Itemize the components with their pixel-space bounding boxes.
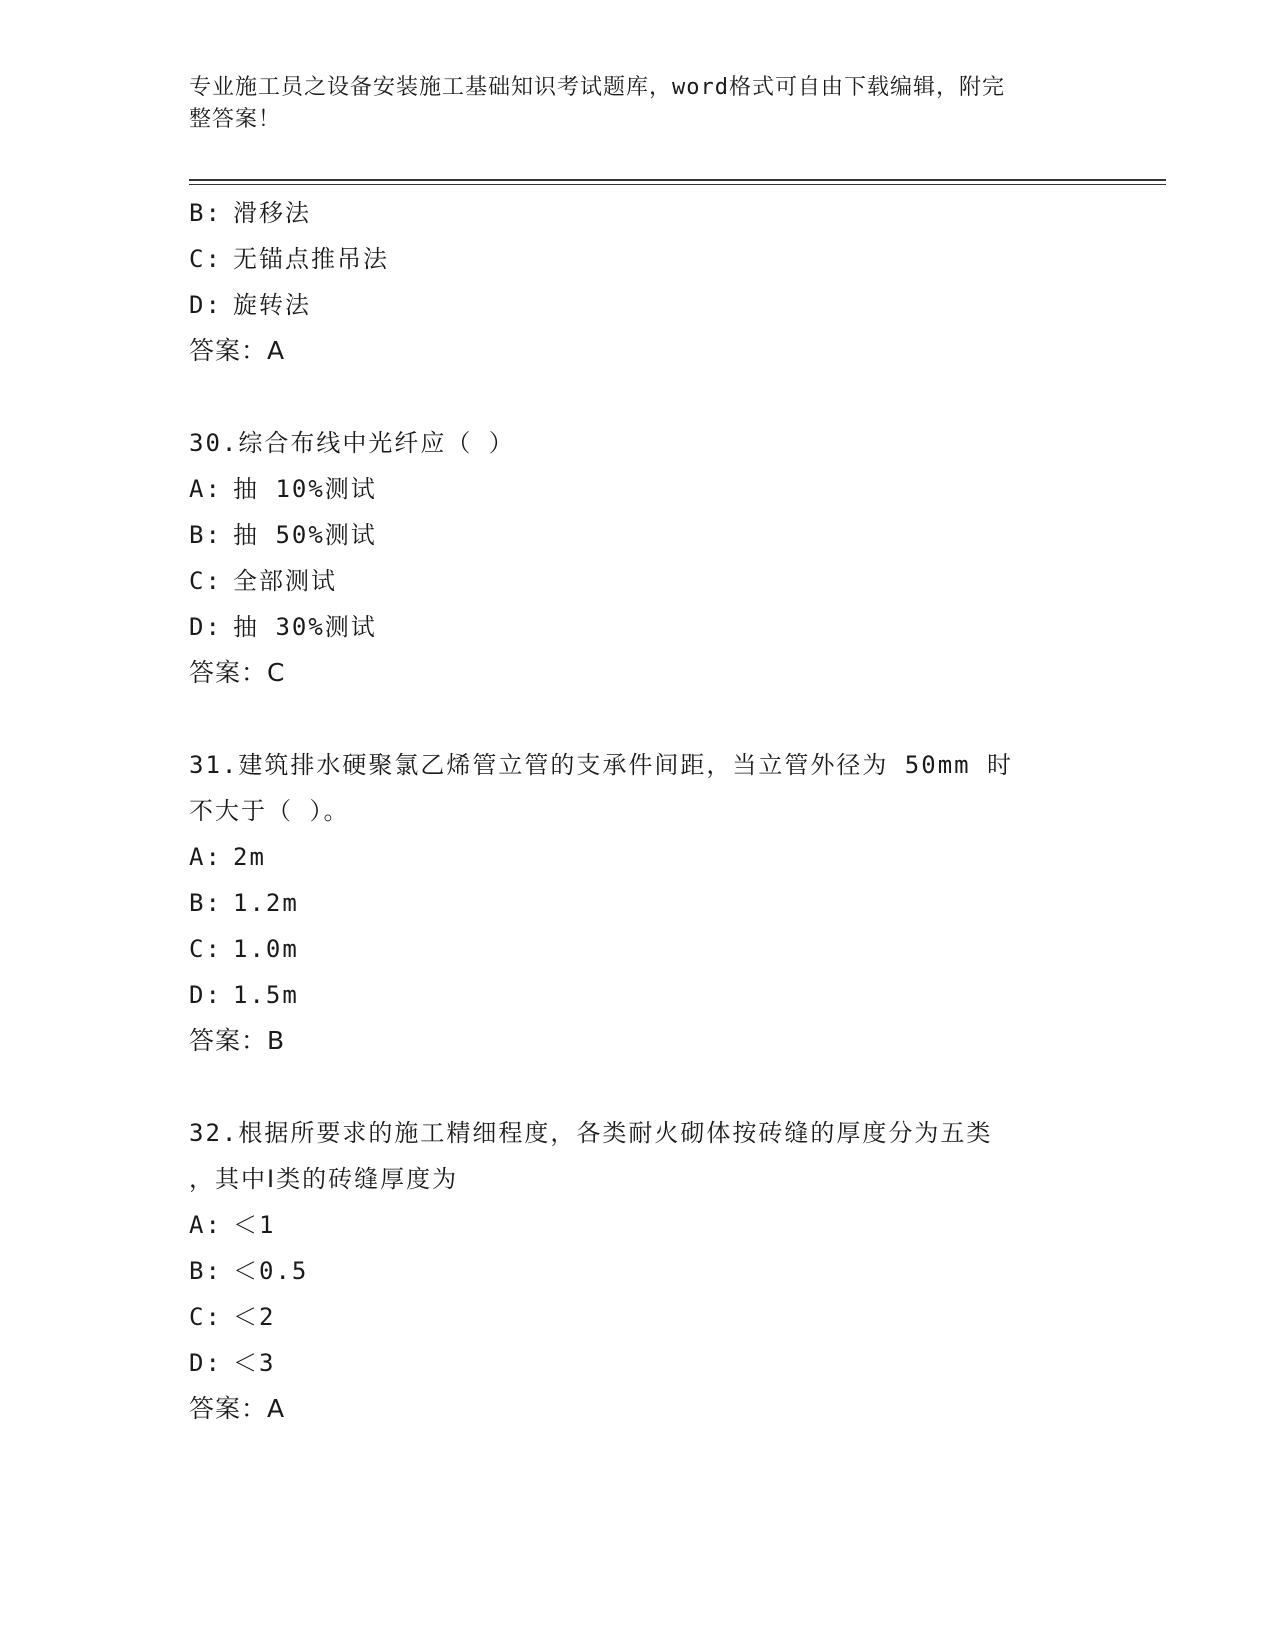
- option-letter: D:: [189, 613, 222, 641]
- header-rule-thin: [189, 184, 1166, 185]
- option-d: [189, 604, 1119, 650]
- option-text: 1.0m: [233, 935, 299, 963]
- option-letter: C:: [189, 1303, 222, 1331]
- option-c: [189, 1294, 1119, 1340]
- answer-line: 答案：A: [189, 336, 286, 365]
- question-text-continued: ，其中Ⅰ类的砖缝厚度为: [189, 1165, 459, 1193]
- question-block-31: [189, 742, 1119, 1064]
- option-b: [189, 512, 1119, 558]
- question-block-30: [189, 420, 1119, 696]
- question-block-32: [189, 1110, 1119, 1432]
- option-b: [189, 190, 1119, 236]
- option-text: 滑移法: [233, 199, 311, 227]
- option-letter: D:: [189, 1349, 222, 1377]
- option-letter: C:: [189, 935, 222, 963]
- answer-line: 答案：A: [189, 1394, 286, 1423]
- option-text: 全部测试: [233, 567, 337, 595]
- option-text: 抽 50%测试: [233, 521, 377, 549]
- option-d: [189, 972, 1119, 1018]
- option-letter: A:: [189, 1211, 222, 1239]
- header-line-2: 整答案！: [189, 107, 282, 132]
- option-text: 旋转法: [233, 291, 311, 319]
- option-c: [189, 236, 1119, 282]
- option-letter: A:: [189, 475, 222, 503]
- spacer: [189, 374, 1119, 420]
- question-text-continued: 不大于（ ）。: [189, 797, 350, 825]
- header-rule-thick: [189, 179, 1166, 181]
- option-d: [189, 1340, 1119, 1386]
- option-a: [189, 834, 1119, 880]
- option-a: [189, 466, 1119, 512]
- option-b: [189, 880, 1119, 926]
- question-list: [189, 190, 1119, 1432]
- option-text: 2m: [233, 843, 266, 871]
- option-text: 无锚点推吊法: [233, 245, 389, 273]
- option-text: 抽 30%测试: [233, 613, 377, 641]
- question-text: 31.建筑排水硬聚氯乙烯管立管的支承件间距，当立管外径为 50mm 时: [189, 751, 1014, 779]
- option-text: ＜1: [233, 1211, 276, 1239]
- option-letter: B:: [189, 1257, 222, 1285]
- option-letter: C:: [189, 245, 222, 273]
- option-letter: D:: [189, 981, 222, 1009]
- option-text: ＜0.5: [233, 1257, 309, 1285]
- header-line-1: 专业施工员之设备安装施工基础知识考试题库，word格式可自由下载编辑，附完: [189, 75, 1005, 100]
- option-letter: B:: [189, 889, 222, 917]
- option-letter: A:: [189, 843, 222, 871]
- option-d: [189, 282, 1119, 328]
- option-text: ＜3: [233, 1349, 276, 1377]
- option-letter: B:: [189, 521, 222, 549]
- document-header: [189, 72, 1089, 136]
- option-a: [189, 1202, 1119, 1248]
- option-letter: C:: [189, 567, 222, 595]
- spacer: [189, 696, 1119, 742]
- option-c: [189, 558, 1119, 604]
- option-c: [189, 926, 1119, 972]
- question-block-29: [189, 190, 1119, 374]
- option-text: 1.5m: [233, 981, 299, 1009]
- answer-line: 答案：B: [189, 1026, 286, 1055]
- answer-line: 答案：C: [189, 658, 286, 687]
- option-letter: B:: [189, 199, 222, 227]
- option-text: 1.2m: [233, 889, 299, 917]
- option-letter: D:: [189, 291, 222, 319]
- spacer: [189, 1064, 1119, 1110]
- option-b: [189, 1248, 1119, 1294]
- question-text: 30.综合布线中光纤应（ ）: [189, 429, 515, 457]
- question-text: 32.根据所要求的施工精细程度，各类耐火砌体按砖缝的厚度分为五类: [189, 1119, 993, 1147]
- option-text: ＜2: [233, 1303, 276, 1331]
- option-text: 抽 10%测试: [233, 475, 377, 503]
